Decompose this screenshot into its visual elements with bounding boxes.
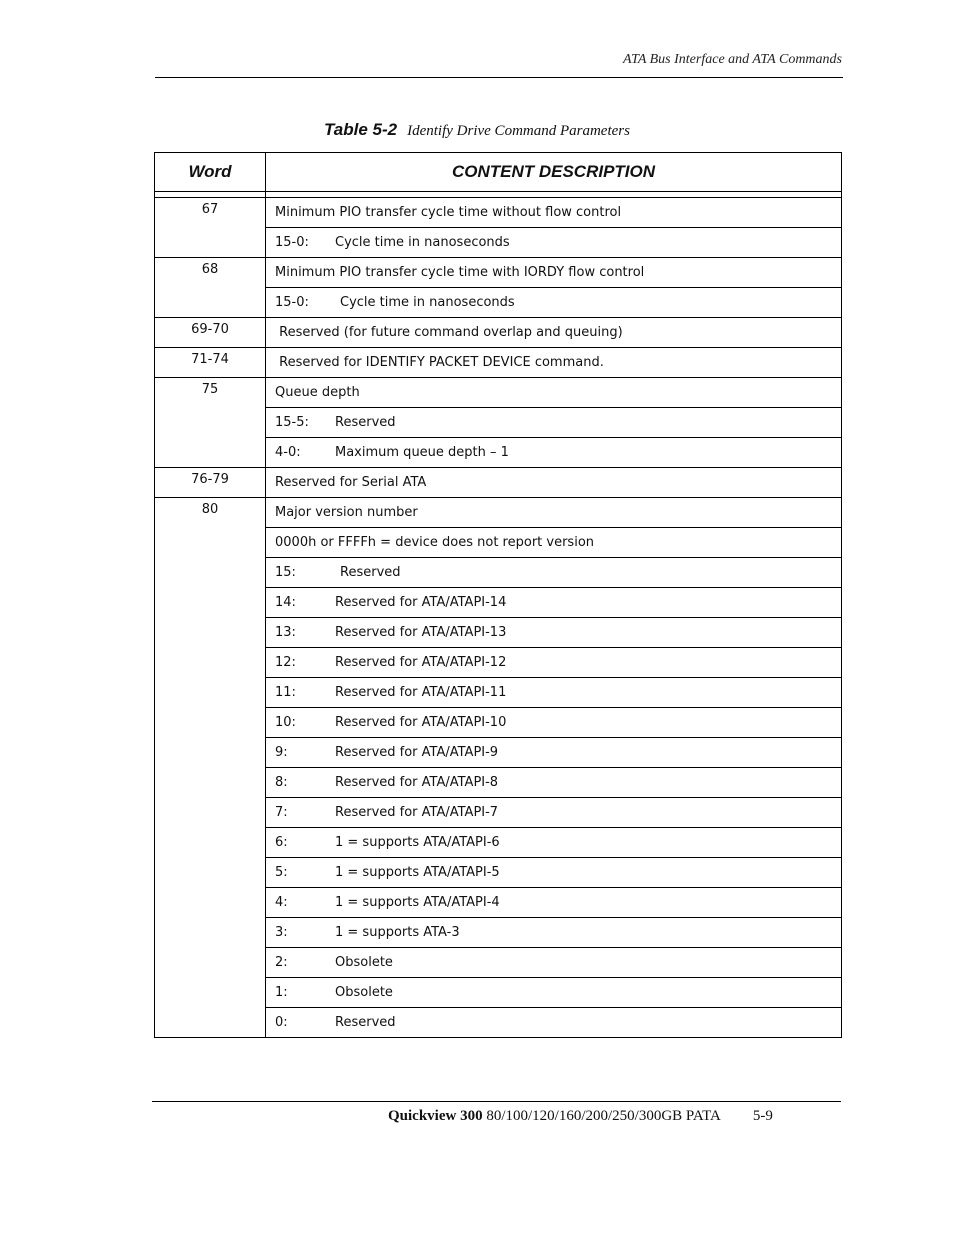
footer-brand: Quickview 300 bbox=[388, 1108, 483, 1124]
description-cell bbox=[266, 198, 841, 257]
page-footer bbox=[388, 1108, 773, 1125]
description-text: Reserved for ATA/ATAPI-13 bbox=[335, 625, 507, 640]
description-text: Reserved for ATA/ATAPI-8 bbox=[335, 775, 499, 790]
description-line bbox=[266, 858, 841, 888]
description-line bbox=[266, 768, 841, 798]
description-line bbox=[266, 648, 841, 678]
description-text: Reserved for ATA/ATAPI-9 bbox=[335, 745, 499, 760]
description-text: Reserved bbox=[335, 415, 396, 430]
description-line bbox=[266, 408, 841, 438]
description-text: Reserved for IDENTIFY PACKET DEVICE command. bbox=[275, 355, 604, 370]
description-text: Reserved for ATA/ATAPI-12 bbox=[335, 655, 507, 670]
word-cell: 67 bbox=[155, 198, 266, 257]
description-line bbox=[266, 1008, 841, 1037]
description-text: Reserved for Serial ATA bbox=[275, 475, 427, 490]
word-cell: 71-74 bbox=[155, 348, 266, 377]
description-text: 1 = supports ATA/ATAPI-6 bbox=[335, 835, 500, 850]
description-line bbox=[266, 738, 841, 768]
description-line bbox=[266, 468, 841, 497]
word-cell: 80 bbox=[155, 498, 266, 1037]
description-text: Minimum PIO transfer cycle time with IORDY flow control bbox=[275, 265, 645, 280]
description-text: 1 = supports ATA/ATAPI-4 bbox=[335, 895, 500, 910]
description-line bbox=[266, 528, 841, 558]
table-row bbox=[155, 258, 841, 318]
description-line bbox=[266, 798, 841, 828]
bit-range: 1: bbox=[275, 985, 288, 1000]
description-line bbox=[266, 978, 841, 1008]
description-line bbox=[266, 318, 841, 347]
description-line bbox=[266, 888, 841, 918]
bit-range: 14: bbox=[275, 595, 296, 610]
bit-range: 4: bbox=[275, 895, 288, 910]
table-row bbox=[155, 378, 841, 468]
word-cell: 68 bbox=[155, 258, 266, 317]
header-rule bbox=[155, 77, 843, 78]
description-text: Cycle time in nanoseconds bbox=[335, 235, 510, 250]
description-text: Reserved for ATA/ATAPI-11 bbox=[335, 685, 507, 700]
description-line bbox=[266, 618, 841, 648]
table-header bbox=[155, 153, 841, 192]
bit-range: 3: bbox=[275, 925, 288, 940]
bit-range: 2: bbox=[275, 955, 288, 970]
running-header: ATA Bus Interface and ATA Commands bbox=[623, 52, 842, 67]
description-line bbox=[266, 588, 841, 618]
description-line bbox=[266, 378, 841, 408]
description-text: Reserved (for future command overlap and queuing) bbox=[275, 325, 623, 340]
table-row bbox=[155, 318, 841, 348]
bit-range: 15: bbox=[275, 565, 296, 580]
bit-range: 4-0: bbox=[275, 445, 301, 460]
description-line bbox=[266, 348, 841, 377]
footer-rule bbox=[152, 1101, 841, 1102]
bit-range: 10: bbox=[275, 715, 296, 730]
description-text: Reserved for ATA/ATAPI-7 bbox=[335, 805, 499, 820]
bit-range: 6: bbox=[275, 835, 288, 850]
bit-range: 7: bbox=[275, 805, 288, 820]
description-cell bbox=[266, 468, 841, 497]
description-text: 1 = supports ATA/ATAPI-5 bbox=[335, 865, 500, 880]
table-caption-title: Identify Drive Command Parameters bbox=[407, 123, 630, 139]
column-header-description: CONTENT DESCRIPTION bbox=[451, 162, 656, 181]
description-text: Major version number bbox=[275, 505, 418, 520]
description-line bbox=[266, 918, 841, 948]
footer-model: 80/100/120/160/200/250/300GB PATA bbox=[482, 1108, 721, 1124]
description-line bbox=[266, 498, 841, 528]
description-text: Reserved bbox=[340, 565, 401, 580]
table-row bbox=[155, 348, 841, 378]
description-text: Minimum PIO transfer cycle time without flow control bbox=[275, 205, 622, 220]
description-text: Reserved for ATA/ATAPI-14 bbox=[335, 595, 507, 610]
bit-range: 8: bbox=[275, 775, 288, 790]
description-cell bbox=[266, 348, 841, 377]
description-text: 0000h or FFFFh = device does not report version bbox=[275, 535, 595, 550]
description-line bbox=[266, 678, 841, 708]
description-line bbox=[266, 708, 841, 738]
description-line bbox=[266, 198, 841, 228]
description-text: 1 = supports ATA-3 bbox=[335, 925, 460, 940]
description-text: Obsolete bbox=[335, 955, 393, 970]
table-caption-label: Table 5-2 bbox=[324, 120, 398, 139]
description-line bbox=[266, 558, 841, 588]
description-text: Reserved bbox=[335, 1015, 396, 1030]
description-cell bbox=[266, 258, 841, 317]
table-caption bbox=[0, 120, 954, 140]
description-cell bbox=[266, 318, 841, 347]
column-header-word: Word bbox=[155, 153, 266, 191]
description-line bbox=[266, 828, 841, 858]
word-cell: 69-70 bbox=[155, 318, 266, 347]
description-cell bbox=[266, 378, 841, 467]
bit-range: 9: bbox=[275, 745, 288, 760]
identify-drive-table bbox=[154, 152, 842, 1038]
table-row bbox=[155, 498, 841, 1037]
page-number: 5-9 bbox=[752, 1108, 773, 1124]
description-text: Queue depth bbox=[275, 385, 360, 400]
bit-range: 15-0: bbox=[275, 235, 309, 250]
description-cell bbox=[266, 498, 841, 1037]
bit-range: 15-5: bbox=[275, 415, 309, 430]
description-line bbox=[266, 288, 841, 317]
description-text: Cycle time in nanoseconds bbox=[340, 295, 515, 310]
bit-range: 0: bbox=[275, 1015, 288, 1030]
bit-range: 12: bbox=[275, 655, 296, 670]
word-cell: 75 bbox=[155, 378, 266, 467]
bit-range: 13: bbox=[275, 625, 296, 640]
description-text: Reserved for ATA/ATAPI-10 bbox=[335, 715, 507, 730]
description-text: Obsolete bbox=[335, 985, 393, 1000]
bit-range: 11: bbox=[275, 685, 296, 700]
header-spacer-word bbox=[155, 192, 266, 197]
table-row bbox=[155, 198, 841, 258]
bit-range: 15-0: bbox=[275, 295, 309, 310]
bit-range: 5: bbox=[275, 865, 288, 880]
description-line bbox=[266, 948, 841, 978]
description-line bbox=[266, 258, 841, 288]
table-row bbox=[155, 468, 841, 498]
table-body bbox=[155, 198, 841, 1037]
description-line bbox=[266, 228, 841, 257]
description-line bbox=[266, 438, 841, 467]
description-text: Maximum queue depth – 1 bbox=[335, 445, 509, 460]
word-cell: 76-79 bbox=[155, 468, 266, 497]
